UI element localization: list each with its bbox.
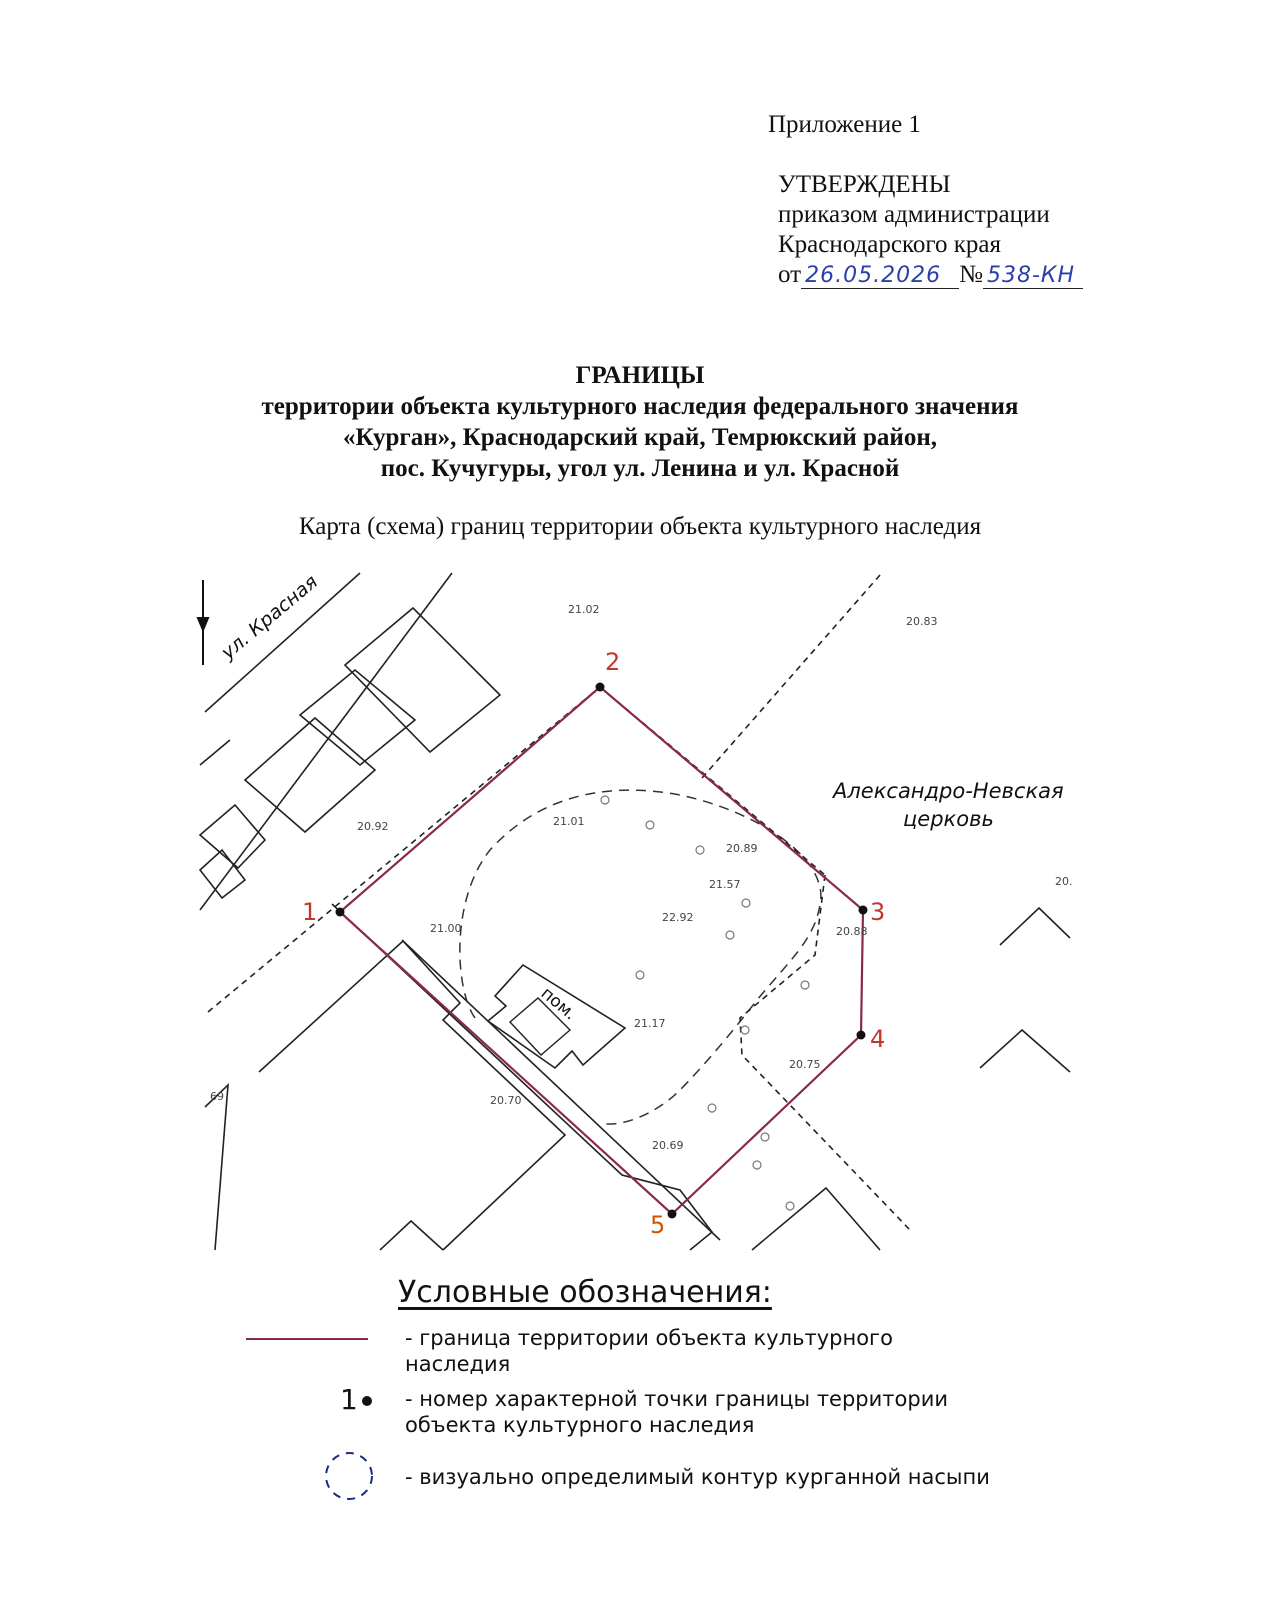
title-line-4: пос. Кучугуры, угол ул. Ленина и ул. Красной [380,455,900,482]
point-label-4: 4 [870,1025,886,1053]
approval-date-line [778,260,1083,290]
approval-number: 538-КН [986,263,1076,288]
legend-point-dot-icon [362,1396,372,1406]
legend-title: Условные обозначения: [398,1275,772,1310]
elevation-label: 20.88 [836,925,868,938]
elevation-label: 21.02 [568,603,600,616]
elevation-label: 21.00 [430,922,462,935]
elevation-label: 69 [210,1090,224,1103]
legend-point-number: 1 [340,1383,358,1416]
title-line-2: территории объекта культурного наследия федерального значения [261,393,1019,420]
legend-boundary-text [405,1325,893,1377]
legend-point-text-1: - номер характерной точки границы территории [405,1387,948,1411]
church-label-2: церковь [903,807,994,831]
approval-block [778,170,1083,290]
approval-date: 26.05.2026 [805,263,942,288]
elevation-label: 21.17 [634,1017,666,1030]
elevation-label: 20. [1055,875,1073,888]
legend-boundary-text-1: - граница территории объекта культурного [405,1326,893,1350]
from-label: от [778,261,802,288]
title-line-3: «Курган», Краснодарский край, Темрюкский район, [343,424,937,451]
legend-boundary-text-2: наследия [405,1352,511,1376]
legend-point-text-2: объекта культурного наследия [405,1413,755,1437]
elevation-label: 20.70 [490,1094,522,1107]
elevation-label: 20.69 [652,1139,684,1152]
point-label-2: 2 [605,648,621,676]
elevation-label: 20.89 [726,842,758,855]
boundary-map [190,565,1073,1265]
boundary-point-5 [668,1210,677,1219]
building-label: пом. [536,983,581,1025]
approval-line-3: Краснодарского края [778,231,1001,258]
elevation-label: 21.01 [553,815,585,828]
elevation-label: 20.75 [789,1058,821,1071]
legend-boundary-line [246,1338,368,1340]
appendix-label: Приложение 1 [768,111,921,138]
point-label-1: 1 [302,898,318,926]
approval-line-1: УТВЕРЖДЕНЫ [778,171,951,198]
map-subtitle: Карта (схема) границ территории объекта культурного наследия [298,513,982,540]
legend-mound-text: - визуально определимый контур курганной насыпи [405,1465,990,1489]
number-label: № [959,261,983,288]
elevation-label: 20.92 [357,820,389,833]
boundary-point-1 [336,908,345,917]
cadastral-linework [200,570,1070,1250]
boundary-point-4 [857,1031,866,1040]
north-arrow-icon [198,580,208,665]
elevation-label: 21.57 [709,878,741,891]
church-label-1: Александро-Невская [833,779,1064,803]
point-label-5: 5 [650,1211,666,1239]
elevation-label: 20.83 [906,615,938,628]
heritage-boundary [340,687,863,1214]
elevation-label: 22.92 [662,911,694,924]
title-line-1: ГРАНИЦЫ [575,362,705,389]
legend-mound-icon [320,1447,378,1505]
boundary-point-2 [596,683,605,692]
document-title [0,360,1280,484]
street-label: ул. Красная [217,570,323,664]
legend-point-symbol [340,1383,372,1416]
approval-line-2: приказом администрации [778,201,1050,228]
legend-point-text [405,1386,948,1438]
point-label-3: 3 [870,898,886,926]
boundary-point-3 [859,906,868,915]
